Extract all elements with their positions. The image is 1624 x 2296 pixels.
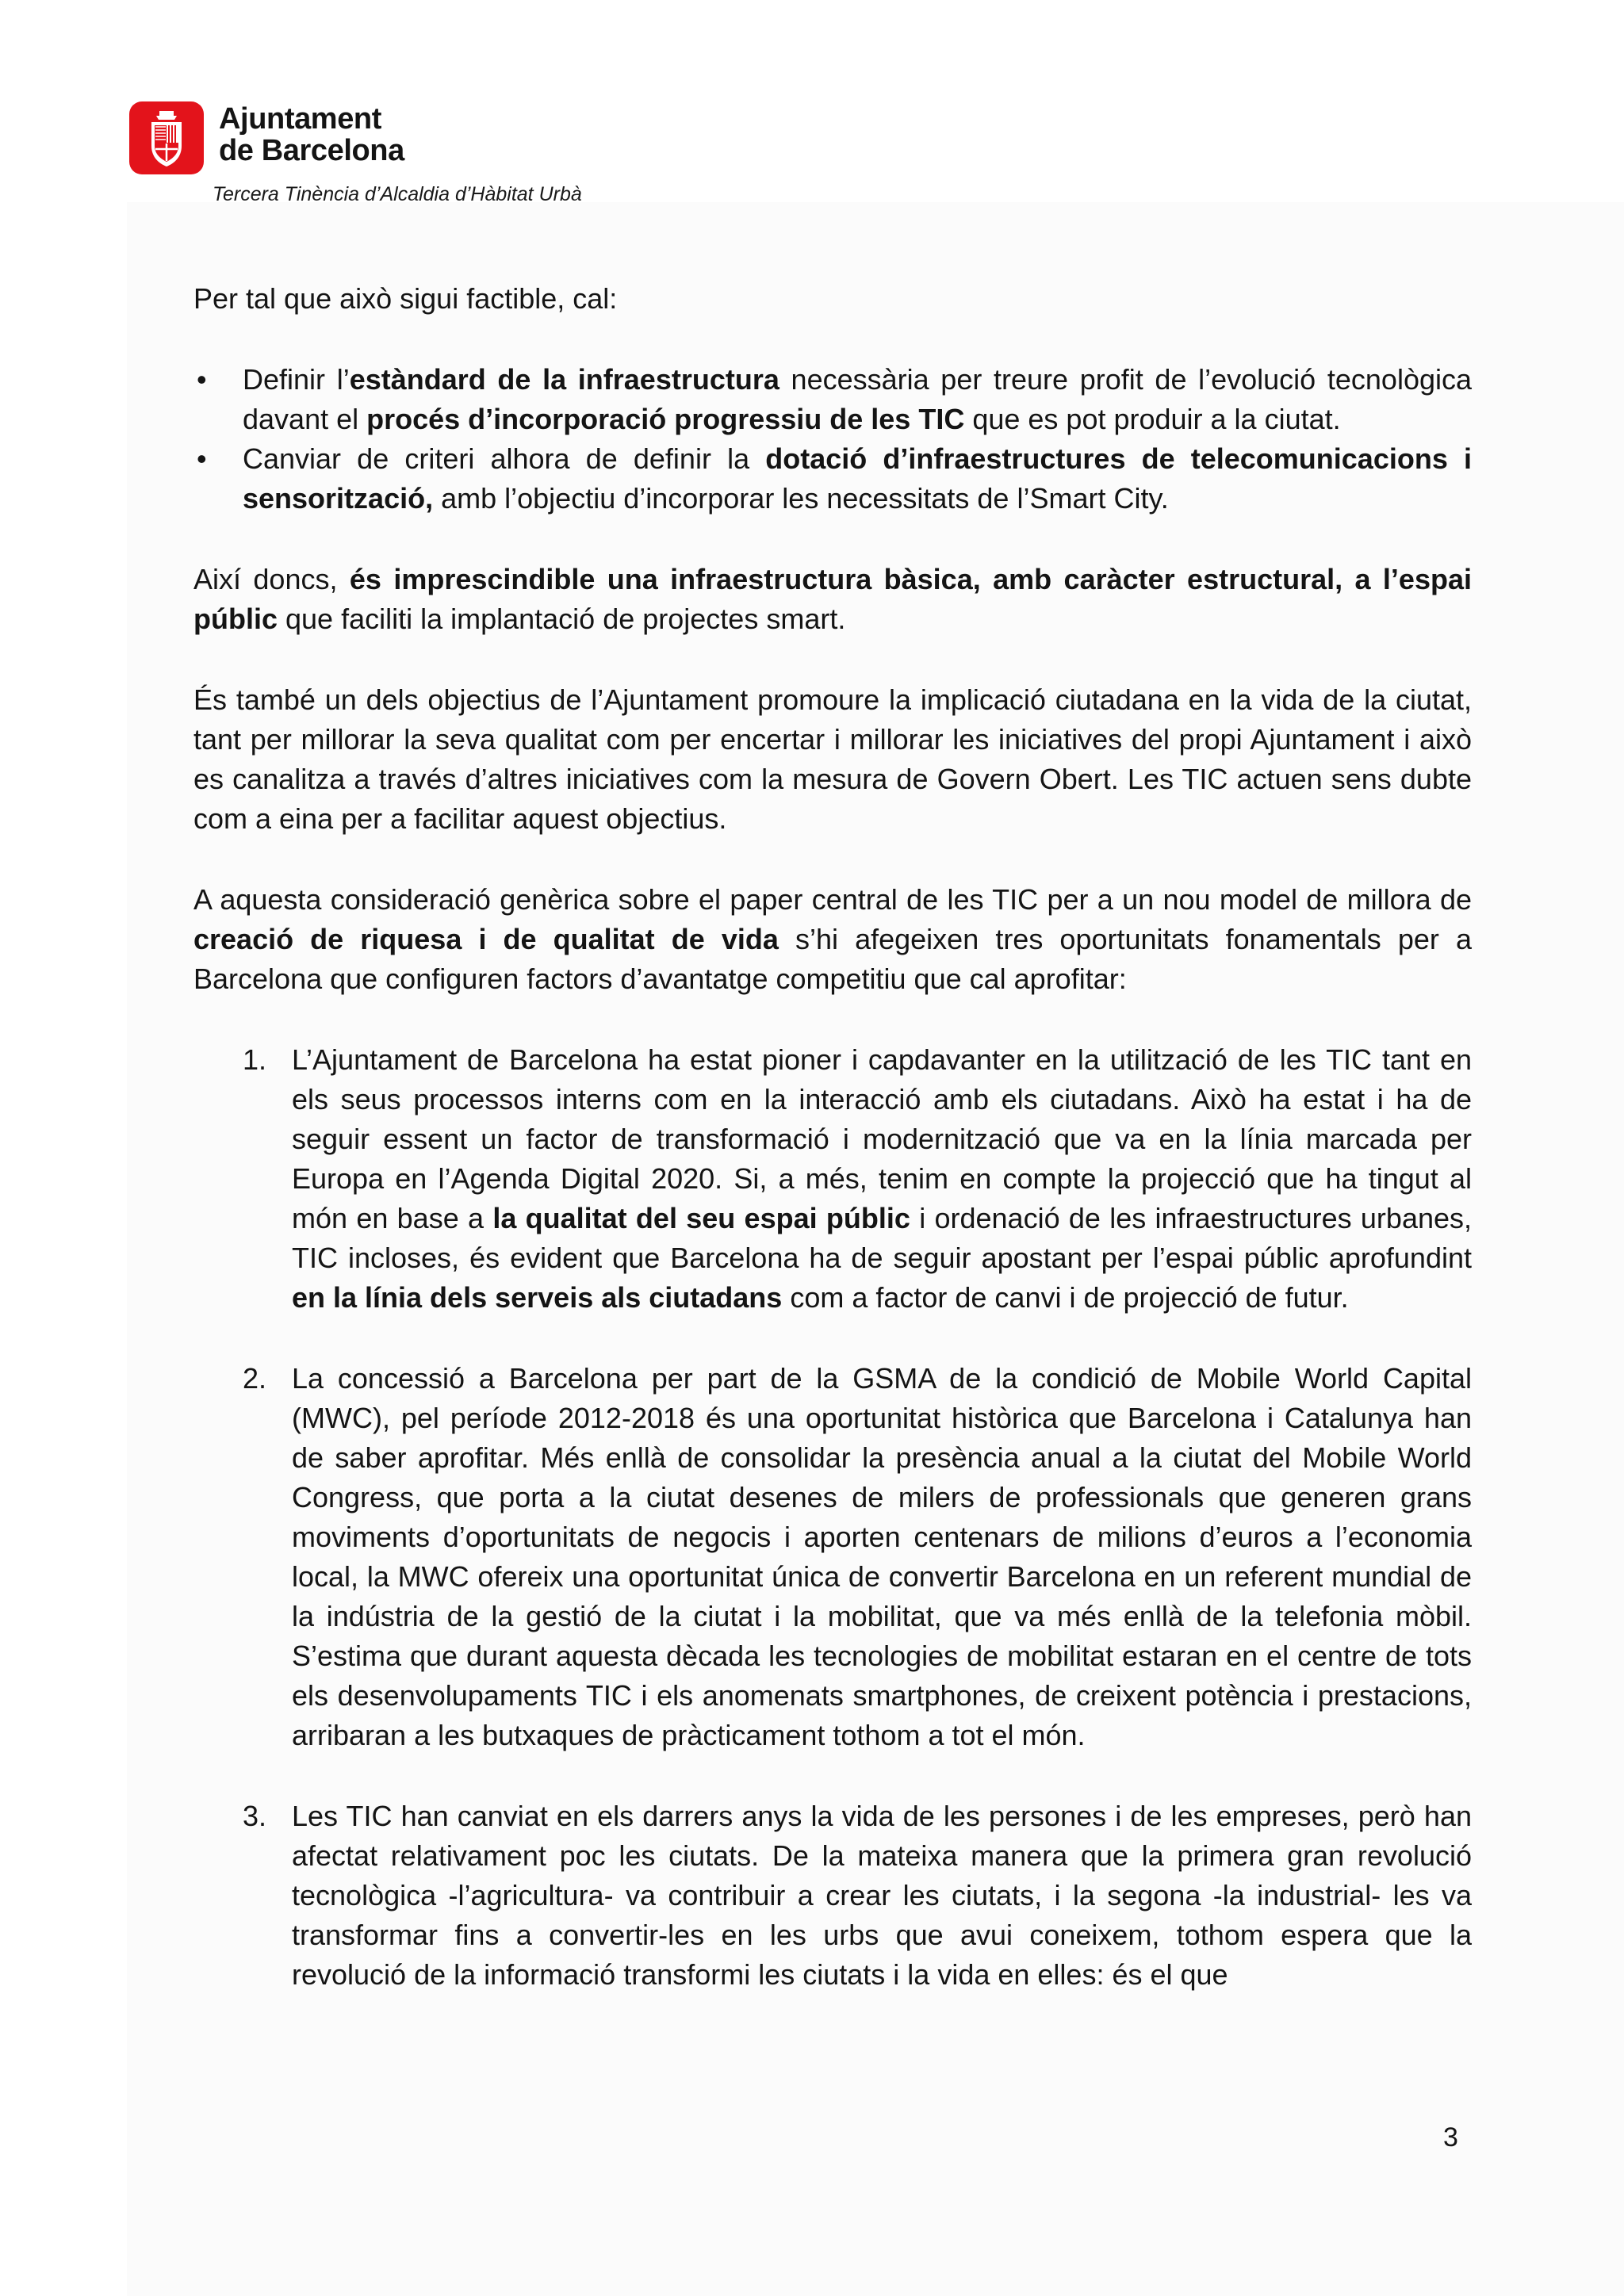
bold-run: la qualitat del seu espai públic <box>492 1202 910 1234</box>
bullet-item <box>193 439 1472 519</box>
text-run: que faciliti la implantació de projectes smart. <box>278 603 846 635</box>
barcelona-city-shield-icon <box>129 101 204 174</box>
text-run: com a factor de canvi i de projecció de futur. <box>782 1281 1349 1314</box>
bullet-dot-icon: • <box>197 363 207 396</box>
text-run: amb l’objectiu d’incorporar les necessitats de l’Smart City. <box>433 482 1169 515</box>
text-run: i ordenació de les infraestructures urbanes, TIC incloses, és evident que Barcelona ha de seguir apostant per l’espai públic aprofundint <box>292 1202 1473 1274</box>
text-run: necessària per treure profit de l’evolució tecnològica davant el <box>243 363 1473 435</box>
paragraph-aquesta <box>193 880 1472 999</box>
text-run: que es pot produir a la ciutat. <box>964 403 1341 435</box>
intro-paragraph: Per tal que això sigui factible, cal: <box>193 282 618 315</box>
numbered-item <box>193 1797 1472 1995</box>
item-number: 1. <box>243 1043 267 1076</box>
document-body <box>193 279 1472 1995</box>
text-run: A aquesta consideració genèrica sobre el paper central de les TIC per a un nou model de millora de <box>193 883 1472 916</box>
paragraph-aixi-doncs <box>193 560 1472 639</box>
organization-name-line1: Ajuntament <box>219 102 382 136</box>
bold-run: en la línia dels serveis als ciutadans <box>292 1281 783 1314</box>
text-run: L’Ajuntament de Barcelona ha estat pioner i capdavanter en la utilització de les TIC tant en els seus processos interns com en la interacció amb els ciutadans. Això ha estat i ha de seguir essent un factor de transformació i modernització que va en la línia marcada per Europa en l’Agenda Digital 2020. Si, a més, tenim en compte la projecció que ha tingut al món en base a <box>292 1043 1472 1234</box>
organization-name-line2: de Barcelona <box>219 134 404 167</box>
text-run: Les TIC han canviat en els darrers anys la vida de les persones i de les empreses, però han afectat relativament poc les ciutats. De la mateixa manera que la primera gran revolució tecnològica -l’agricultura- va contribuir a crear les ciutats, i la segona -la industrial- les va transformar fins a convertir-les en les urbs que avui coneixem, tothom espera que la revolució de la informació transformi les ciutats i la vida en elles: és el que <box>292 1800 1472 1991</box>
numbered-item <box>193 1040 1472 1318</box>
text-run: Així doncs, <box>193 563 350 595</box>
department-subtitle: Tercera Tinència d’Alcaldia d’Hàbitat Urbà <box>213 183 582 205</box>
numbered-list <box>193 1040 1472 1995</box>
bold-run: procés d’incorporació progressiu de les TIC <box>366 403 965 435</box>
text-run: Definir l’ <box>243 363 350 396</box>
bold-run: dotació d’infraestructures de telecomunicacions i sensorització, <box>243 442 1472 515</box>
numbered-item <box>193 1359 1472 1755</box>
paragraph-es-tambe: És també un dels objectius de l’Ajuntament promoure la implicació ciutadana en la vida de la ciutat, tant per millorar la seva qualitat com per encertar i millorar les iniciatives del propi Ajuntament i això es canalitza a través d’altres iniciatives com la mesura de Govern Obert. Les TIC actuen sens dubte com a eina per a facilitar aquest objectius. <box>193 683 1472 835</box>
item-number: 2. <box>243 1362 267 1395</box>
organization-name <box>219 103 404 166</box>
text-run: s’hi afegeixen tres oportunitats fonamentals per a Barcelona que configuren factors d’avantatge competitiu que cal aprofitar: <box>193 923 1473 995</box>
item-number: 3. <box>243 1800 267 1832</box>
text-run: Canviar de criteri alhora de definir la <box>243 442 766 475</box>
text-run: La concessió a Barcelona per part de la GSMA de la condició de Mobile World Capital (MWC), pel període 2012-2018 és una oportunitat històrica que Barcelona i Catalunya han de saber aprofitar. Més enllà de consolidar la presència anual a la ciutat del Mobile World Congress, que porta a la ciutat desenes de milers de professionals que generen grans moviments d’oportunitats de negocis i aporten centenars de milions d’euros a l’economia local, la MWC ofereix una oportunitat única de convertir Barcelona en un referent mundial de la indústria de la gestió de la ciutat i la mobilitat, que va més enllà de la telefonia mòbil. S’estima que durant aquesta dècada les tecnologies de mobilitat estaran en el centre de tots els desenvolupaments TIC i els anomenats smartphones, de creixent potència i prestacions, arribaran a les butxaques de pràcticament tothom a tot el món. <box>292 1362 1472 1751</box>
page-number: 3 <box>1443 2122 1458 2152</box>
bold-run: estàndard de la infraestructura <box>349 363 779 396</box>
bullet-dot-icon: • <box>197 442 207 475</box>
bold-run: creació de riquesa i de qualitat de vida <box>193 923 779 955</box>
bold-run: és imprescindible una infraestructura bàsica, amb caràcter estructural, a l’espai públic <box>193 563 1472 635</box>
bullet-item <box>193 360 1472 439</box>
bullet-list <box>193 360 1472 519</box>
